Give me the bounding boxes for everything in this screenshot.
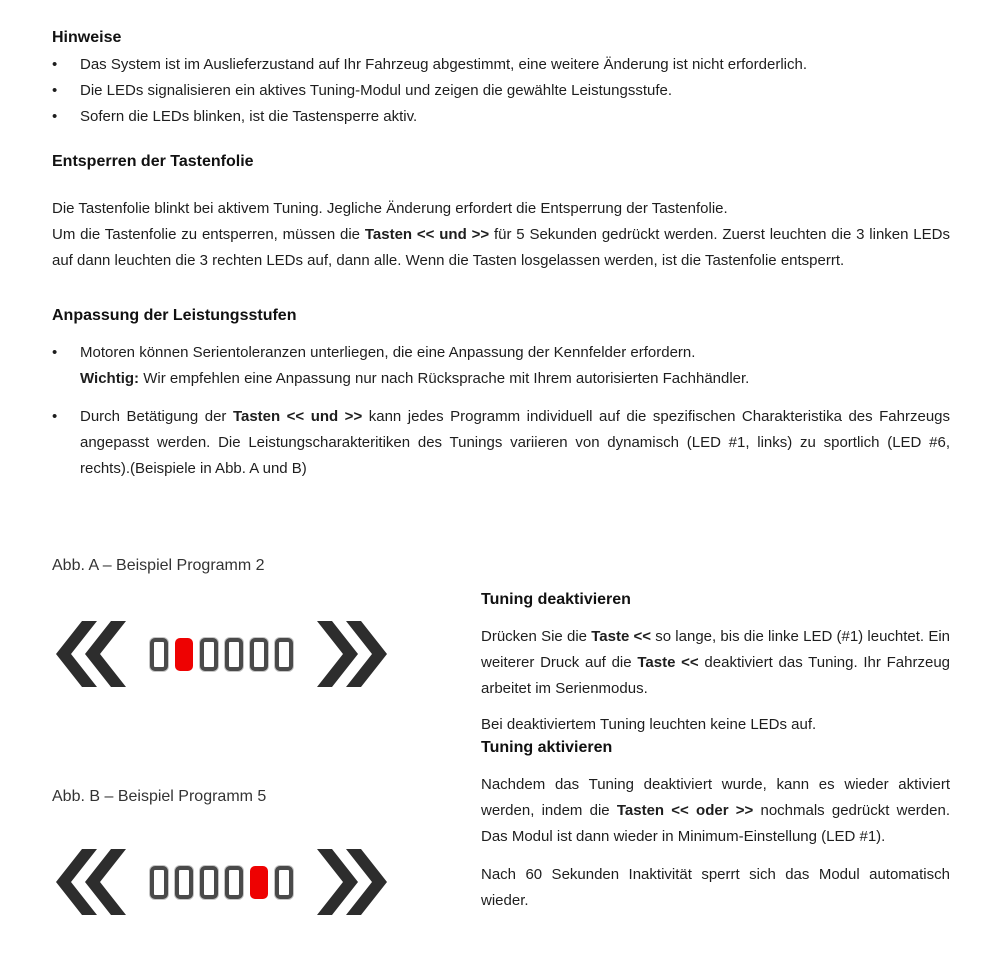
main-text-block xyxy=(52,28,950,482)
text-run: Nachdem das Tuning deaktiviert wurde, kann es wieder aktiviert werden, indem die xyxy=(481,776,950,819)
text-run: so lange, bis die linke LED (#1) leuchtet. Ein weiterer Druck auf die xyxy=(481,628,950,671)
bold-text-run: Wichtig: xyxy=(80,370,140,387)
section-title-hinweise: Hinweise xyxy=(52,29,122,46)
led-strip xyxy=(150,866,293,899)
text-run: Um die Tastenfolie zu entsperren, müssen die xyxy=(52,226,365,243)
section-title-entsperren: Entsperren der Tastenfolie xyxy=(52,153,254,170)
bold-text-run: Tasten << oder >> xyxy=(616,802,754,819)
text-run: deaktiviert das Tuning. Ihr Fahrzeug arbeitet im Serienmodus. xyxy=(481,654,951,697)
bullet-text xyxy=(80,340,950,392)
paragraph xyxy=(481,624,950,702)
led-indicator-6 xyxy=(275,638,293,671)
subsection-title-tuning-aktivieren: Tuning aktivieren xyxy=(481,739,613,756)
paragraph: Nach 60 Sekunden Inaktivität sperrt sich das Modul automatisch wieder. xyxy=(481,866,950,909)
paragraph xyxy=(52,222,950,274)
figure-b-caption: Abb. B – Beispiel Programm 5 xyxy=(52,788,267,805)
bold-text-run: Taste << xyxy=(591,628,652,645)
bold-text-run: Tasten << und >> xyxy=(232,408,363,425)
bullet-text xyxy=(80,404,950,482)
list-item xyxy=(52,340,950,392)
text-run: nochmals gedrückt werden. Das Modul ist dann wieder in Minimum-Einstellung (LED #1). xyxy=(481,802,950,845)
led-indicator-4 xyxy=(225,866,243,899)
bullet-icon: • xyxy=(52,56,58,73)
paragraph xyxy=(481,772,950,850)
bullet-icon: • xyxy=(52,82,58,99)
bold-text-run: Taste << xyxy=(637,654,699,671)
double-chevron-left-icon xyxy=(56,849,126,915)
bullet-text: Das System ist im Auslieferzustand auf Ihr Fahrzeug abgestimmt, eine weitere Änderung ist nicht erforderlich. xyxy=(80,56,807,73)
led-indicator-2 xyxy=(175,638,193,671)
subsection-title-tuning-deaktivieren: Tuning deaktivieren xyxy=(481,591,631,608)
figure-a-led-panel xyxy=(56,621,387,687)
bullet-text: Sofern die LEDs blinken, ist die Tastensperre aktiv. xyxy=(80,108,418,125)
led-indicator-2 xyxy=(175,866,193,899)
bullet-icon: • xyxy=(52,408,58,425)
led-indicator-3 xyxy=(200,866,218,899)
text-line: Motoren können Serientoleranzen unterliegen, die eine Anpassung der Kennfelder erfordern. xyxy=(80,344,696,361)
bullet-icon: • xyxy=(52,344,58,361)
text-run: Drücken Sie die xyxy=(481,628,592,645)
led-indicator-1 xyxy=(150,638,168,671)
entsperren-paragraphs xyxy=(52,196,950,274)
list-item xyxy=(52,104,950,130)
text-run: Durch Betätigung der xyxy=(80,408,233,425)
text-run: Wir empfehlen eine Anpassung nur nach Rücksprache mit Ihrem autorisierten Fachhändler. xyxy=(139,370,750,387)
list-item xyxy=(52,78,950,104)
figure-b-led-panel xyxy=(56,849,387,915)
text-run: kann jedes Programm individuell auf die spezifischen Charakteristika des Fahrzeugs angepasst werden. Die Leistungscharakteritiken des Tunings variieren von dynamisch (LED #1, links) zu sportlich (LED #6, rechts).(Beispiele in Abb. A und B) xyxy=(80,408,951,477)
led-indicator-4 xyxy=(225,638,243,671)
bullet-icon: • xyxy=(52,108,58,125)
double-chevron-right-icon xyxy=(317,621,387,687)
led-strip xyxy=(150,638,293,671)
paragraph: Die Tastenfolie blinkt bei aktivem Tuning. Jegliche Änderung erfordert die Entsperrung der Tastenfolie. xyxy=(52,200,728,217)
hinweise-bullet-list xyxy=(52,52,950,130)
led-indicator-5 xyxy=(250,866,268,899)
right-text-column xyxy=(481,590,950,914)
led-indicator-5 xyxy=(250,638,268,671)
paragraph: Bei deaktiviertem Tuning leuchten keine LEDs auf. xyxy=(481,716,817,733)
double-chevron-left-icon xyxy=(56,621,126,687)
text-line xyxy=(80,366,950,392)
led-indicator-3 xyxy=(200,638,218,671)
text-run: für 5 Sekunden gedrückt werden. Zuerst leuchten die 3 linken LEDs auf dann leuchten die 3 rechten LEDs auf, dann alle. Wenn die Tasten losgelassen werden, ist die Tastenfolie entsperrt. xyxy=(52,226,950,269)
bullet-text: Die LEDs signalisieren ein aktives Tuning-Modul und zeigen die gewählte Leistungsstufe. xyxy=(80,82,673,99)
list-item xyxy=(52,52,950,78)
led-indicator-6 xyxy=(275,866,293,899)
list-item xyxy=(52,404,950,482)
bold-text-run: Tasten << und >> xyxy=(364,226,490,243)
double-chevron-right-icon xyxy=(317,849,387,915)
led-indicator-1 xyxy=(150,866,168,899)
section-title-anpassung: Anpassung der Leistungsstufen xyxy=(52,307,297,324)
figure-a-caption: Abb. A – Beispiel Programm 2 xyxy=(52,557,265,574)
